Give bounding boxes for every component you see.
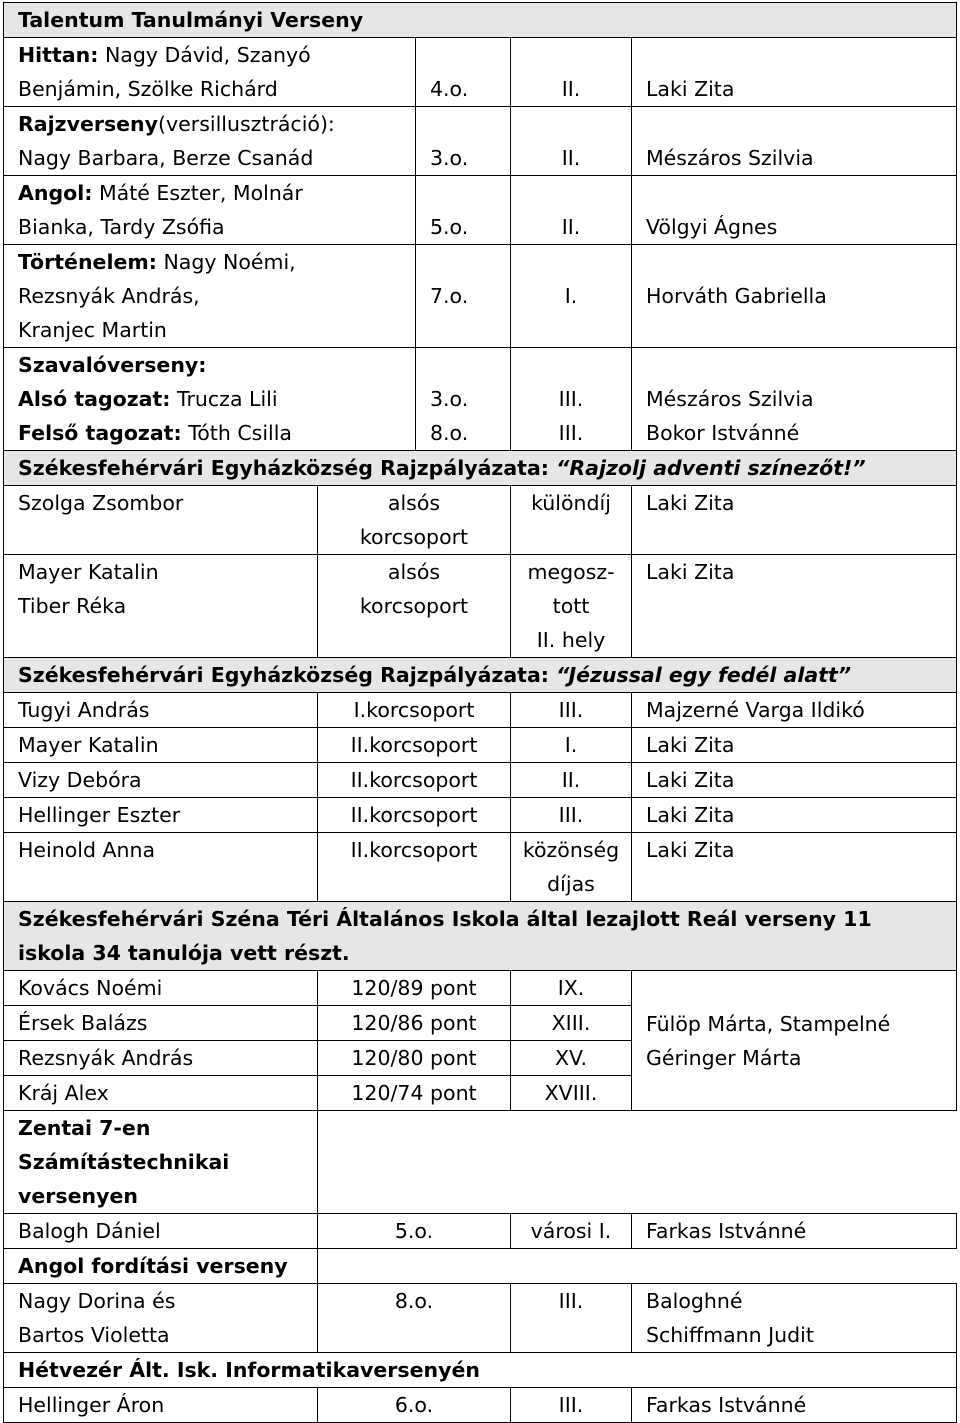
section-header-hetvezer bbox=[4, 1353, 957, 1388]
name-cell: Vizy Debóra bbox=[4, 763, 318, 798]
grade-cell: 4.o. bbox=[416, 38, 511, 107]
teacher-cell: Völgyi Ágnes bbox=[632, 176, 957, 245]
table-row bbox=[4, 1388, 957, 1423]
subject-label: Szavalóverseny: bbox=[18, 353, 207, 377]
grade-cell: 7.o. bbox=[416, 245, 511, 348]
teacher-cell: Fülöp Márta, Stampelné Géringer Márta bbox=[632, 971, 957, 1111]
place-cell: III. bbox=[511, 798, 632, 833]
section-title: Székesfehérvári Széna Téri Általános Iskola által lezajlott Reál verseny 11 iskola 34 tanulója vett részt. bbox=[4, 902, 957, 971]
section-header-talentum bbox=[4, 3, 957, 38]
section-header-angol bbox=[4, 1249, 957, 1284]
score-cell: 120/74 pont bbox=[318, 1076, 511, 1111]
teacher-cell: Majzerné Varga Ildikó bbox=[632, 693, 957, 728]
teacher-cell: Mészáros Szilvia Bokor Istvánné bbox=[632, 348, 957, 451]
place-cell: III. III. bbox=[511, 348, 632, 451]
section-title: Talentum Tanulmányi Verseny bbox=[4, 3, 957, 38]
name-cell: Hellinger Eszter bbox=[4, 798, 318, 833]
section-title: Angol fordítási verseny bbox=[4, 1249, 318, 1284]
group-cell: II.korcsoport bbox=[318, 798, 511, 833]
subject-label: Hittan: bbox=[18, 43, 99, 67]
place-cell: XIII. bbox=[511, 1006, 632, 1041]
entry-names: Rajzverseny(versillusztráció): Nagy Barbara, Berze Csanád bbox=[4, 107, 416, 176]
score-cell: 120/89 pont bbox=[318, 971, 511, 1006]
name-cell: Nagy Dorina és Bartos Violetta bbox=[4, 1284, 318, 1353]
teacher-cell: Mészáros Szilvia bbox=[632, 107, 957, 176]
name-cell: Kovács Noémi bbox=[4, 971, 318, 1006]
group-cell: alsós korcsoport bbox=[318, 486, 511, 555]
table-row bbox=[4, 798, 957, 833]
place-cell: II. bbox=[511, 763, 632, 798]
place-cell: IX. bbox=[511, 971, 632, 1006]
table-row bbox=[4, 763, 957, 798]
section-header-jezussal bbox=[4, 658, 957, 693]
grade-cell: 6.o. bbox=[318, 1388, 511, 1423]
place-cell: közönség díjas bbox=[511, 833, 632, 902]
table-row bbox=[4, 486, 957, 555]
table-row bbox=[4, 38, 957, 107]
empty-cell bbox=[318, 1111, 957, 1214]
teacher-cell: Laki Zita bbox=[632, 38, 957, 107]
grade-cell: 5.o. bbox=[318, 1214, 511, 1249]
section-title: Zentai 7-en Számítástechnikai versenyen bbox=[4, 1111, 318, 1214]
group-cell: alsós korcsoport bbox=[318, 555, 511, 658]
grade-cell: 3.o. 8.o. bbox=[416, 348, 511, 451]
score-cell: 120/80 pont bbox=[318, 1041, 511, 1076]
subject-label: Történelem: bbox=[18, 250, 157, 274]
table-row bbox=[4, 833, 957, 902]
teacher-cell: Farkas Istvánné bbox=[632, 1388, 957, 1423]
entry-names: Hittan: Nagy Dávid, Szanyó Benjámin, Szölke Richárd bbox=[4, 38, 416, 107]
name-cell: Mayer Katalin Tiber Réka bbox=[4, 555, 318, 658]
entry-names: Angol: Máté Eszter, Molnár Bianka, Tardy Zsófia bbox=[4, 176, 416, 245]
teacher-cell: Baloghné Schiffmann Judit bbox=[632, 1284, 957, 1353]
section-title: Hétvezér Ált. Isk. Informatikaversenyén bbox=[4, 1353, 957, 1388]
section-title: Székesfehérvári Egyházközség Rajzpályázata: “Rajzolj adventi színezőt!” bbox=[4, 451, 957, 486]
entry-names: Szavalóverseny: Alsó tagozat: Trucza Lili Felső tagozat: Tóth Csilla bbox=[4, 348, 416, 451]
section-title: Székesfehérvári Egyházközség Rajzpályázata: “Jézussal egy fedél alatt” bbox=[4, 658, 957, 693]
table-row bbox=[4, 693, 957, 728]
section-header-real bbox=[4, 902, 957, 971]
place-cell: II. bbox=[511, 107, 632, 176]
results-table bbox=[3, 2, 957, 1423]
name-cell: Tugyi András bbox=[4, 693, 318, 728]
table-row bbox=[4, 971, 957, 1006]
place-cell: I. bbox=[511, 245, 632, 348]
name-cell: Rezsnyák András bbox=[4, 1041, 318, 1076]
table-row bbox=[4, 728, 957, 763]
table-row bbox=[4, 176, 957, 245]
place-cell: II. bbox=[511, 38, 632, 107]
empty-cell bbox=[318, 1249, 957, 1284]
place-cell: I. bbox=[511, 728, 632, 763]
section-header-zentai bbox=[4, 1111, 957, 1214]
place-cell: XVIII. bbox=[511, 1076, 632, 1111]
place-cell: III. bbox=[511, 693, 632, 728]
name-cell: Hellinger Áron bbox=[4, 1388, 318, 1423]
table-row bbox=[4, 555, 957, 658]
teacher-cell: Laki Zita bbox=[632, 555, 957, 658]
teacher-cell: Laki Zita bbox=[632, 763, 957, 798]
place-cell: II. bbox=[511, 176, 632, 245]
subject-label: Rajzverseny bbox=[18, 112, 159, 136]
grade-cell: 8.o. bbox=[318, 1284, 511, 1353]
subject-label: Angol: bbox=[18, 181, 93, 205]
table-row bbox=[4, 107, 957, 176]
table-row bbox=[4, 245, 957, 348]
name-cell: Kráj Alex bbox=[4, 1076, 318, 1111]
name-cell: Balogh Dániel bbox=[4, 1214, 318, 1249]
teacher-cell: Laki Zita bbox=[632, 833, 957, 902]
name-cell: Érsek Balázs bbox=[4, 1006, 318, 1041]
teacher-cell: Horváth Gabriella bbox=[632, 245, 957, 348]
table-row-szavalo bbox=[4, 348, 957, 451]
place-cell: különdíj bbox=[511, 486, 632, 555]
group-cell: II.korcsoport bbox=[318, 763, 511, 798]
section-header-advent bbox=[4, 451, 957, 486]
group-cell: II.korcsoport bbox=[318, 833, 511, 902]
teacher-cell: Laki Zita bbox=[632, 486, 957, 555]
table-row bbox=[4, 1214, 957, 1249]
place-cell: III. bbox=[511, 1388, 632, 1423]
name-cell: Heinold Anna bbox=[4, 833, 318, 902]
teacher-cell: Laki Zita bbox=[632, 798, 957, 833]
place-cell: XV. bbox=[511, 1041, 632, 1076]
grade-cell: 5.o. bbox=[416, 176, 511, 245]
place-cell: III. bbox=[511, 1284, 632, 1353]
score-cell: 120/86 pont bbox=[318, 1006, 511, 1041]
entry-names: Történelem: Nagy Noémi, Rezsnyák András, Kranjec Martin bbox=[4, 245, 416, 348]
group-cell: II.korcsoport bbox=[318, 728, 511, 763]
name-cell: Szolga Zsombor bbox=[4, 486, 318, 555]
group-cell: I.korcsoport bbox=[318, 693, 511, 728]
table-row bbox=[4, 1284, 957, 1353]
grade-cell: 3.o. bbox=[416, 107, 511, 176]
place-cell: városi I. bbox=[511, 1214, 632, 1249]
teacher-cell: Laki Zita bbox=[632, 728, 957, 763]
name-cell: Mayer Katalin bbox=[4, 728, 318, 763]
place-cell: megosz- tott II. hely bbox=[511, 555, 632, 658]
teacher-cell: Farkas Istvánné bbox=[632, 1214, 957, 1249]
